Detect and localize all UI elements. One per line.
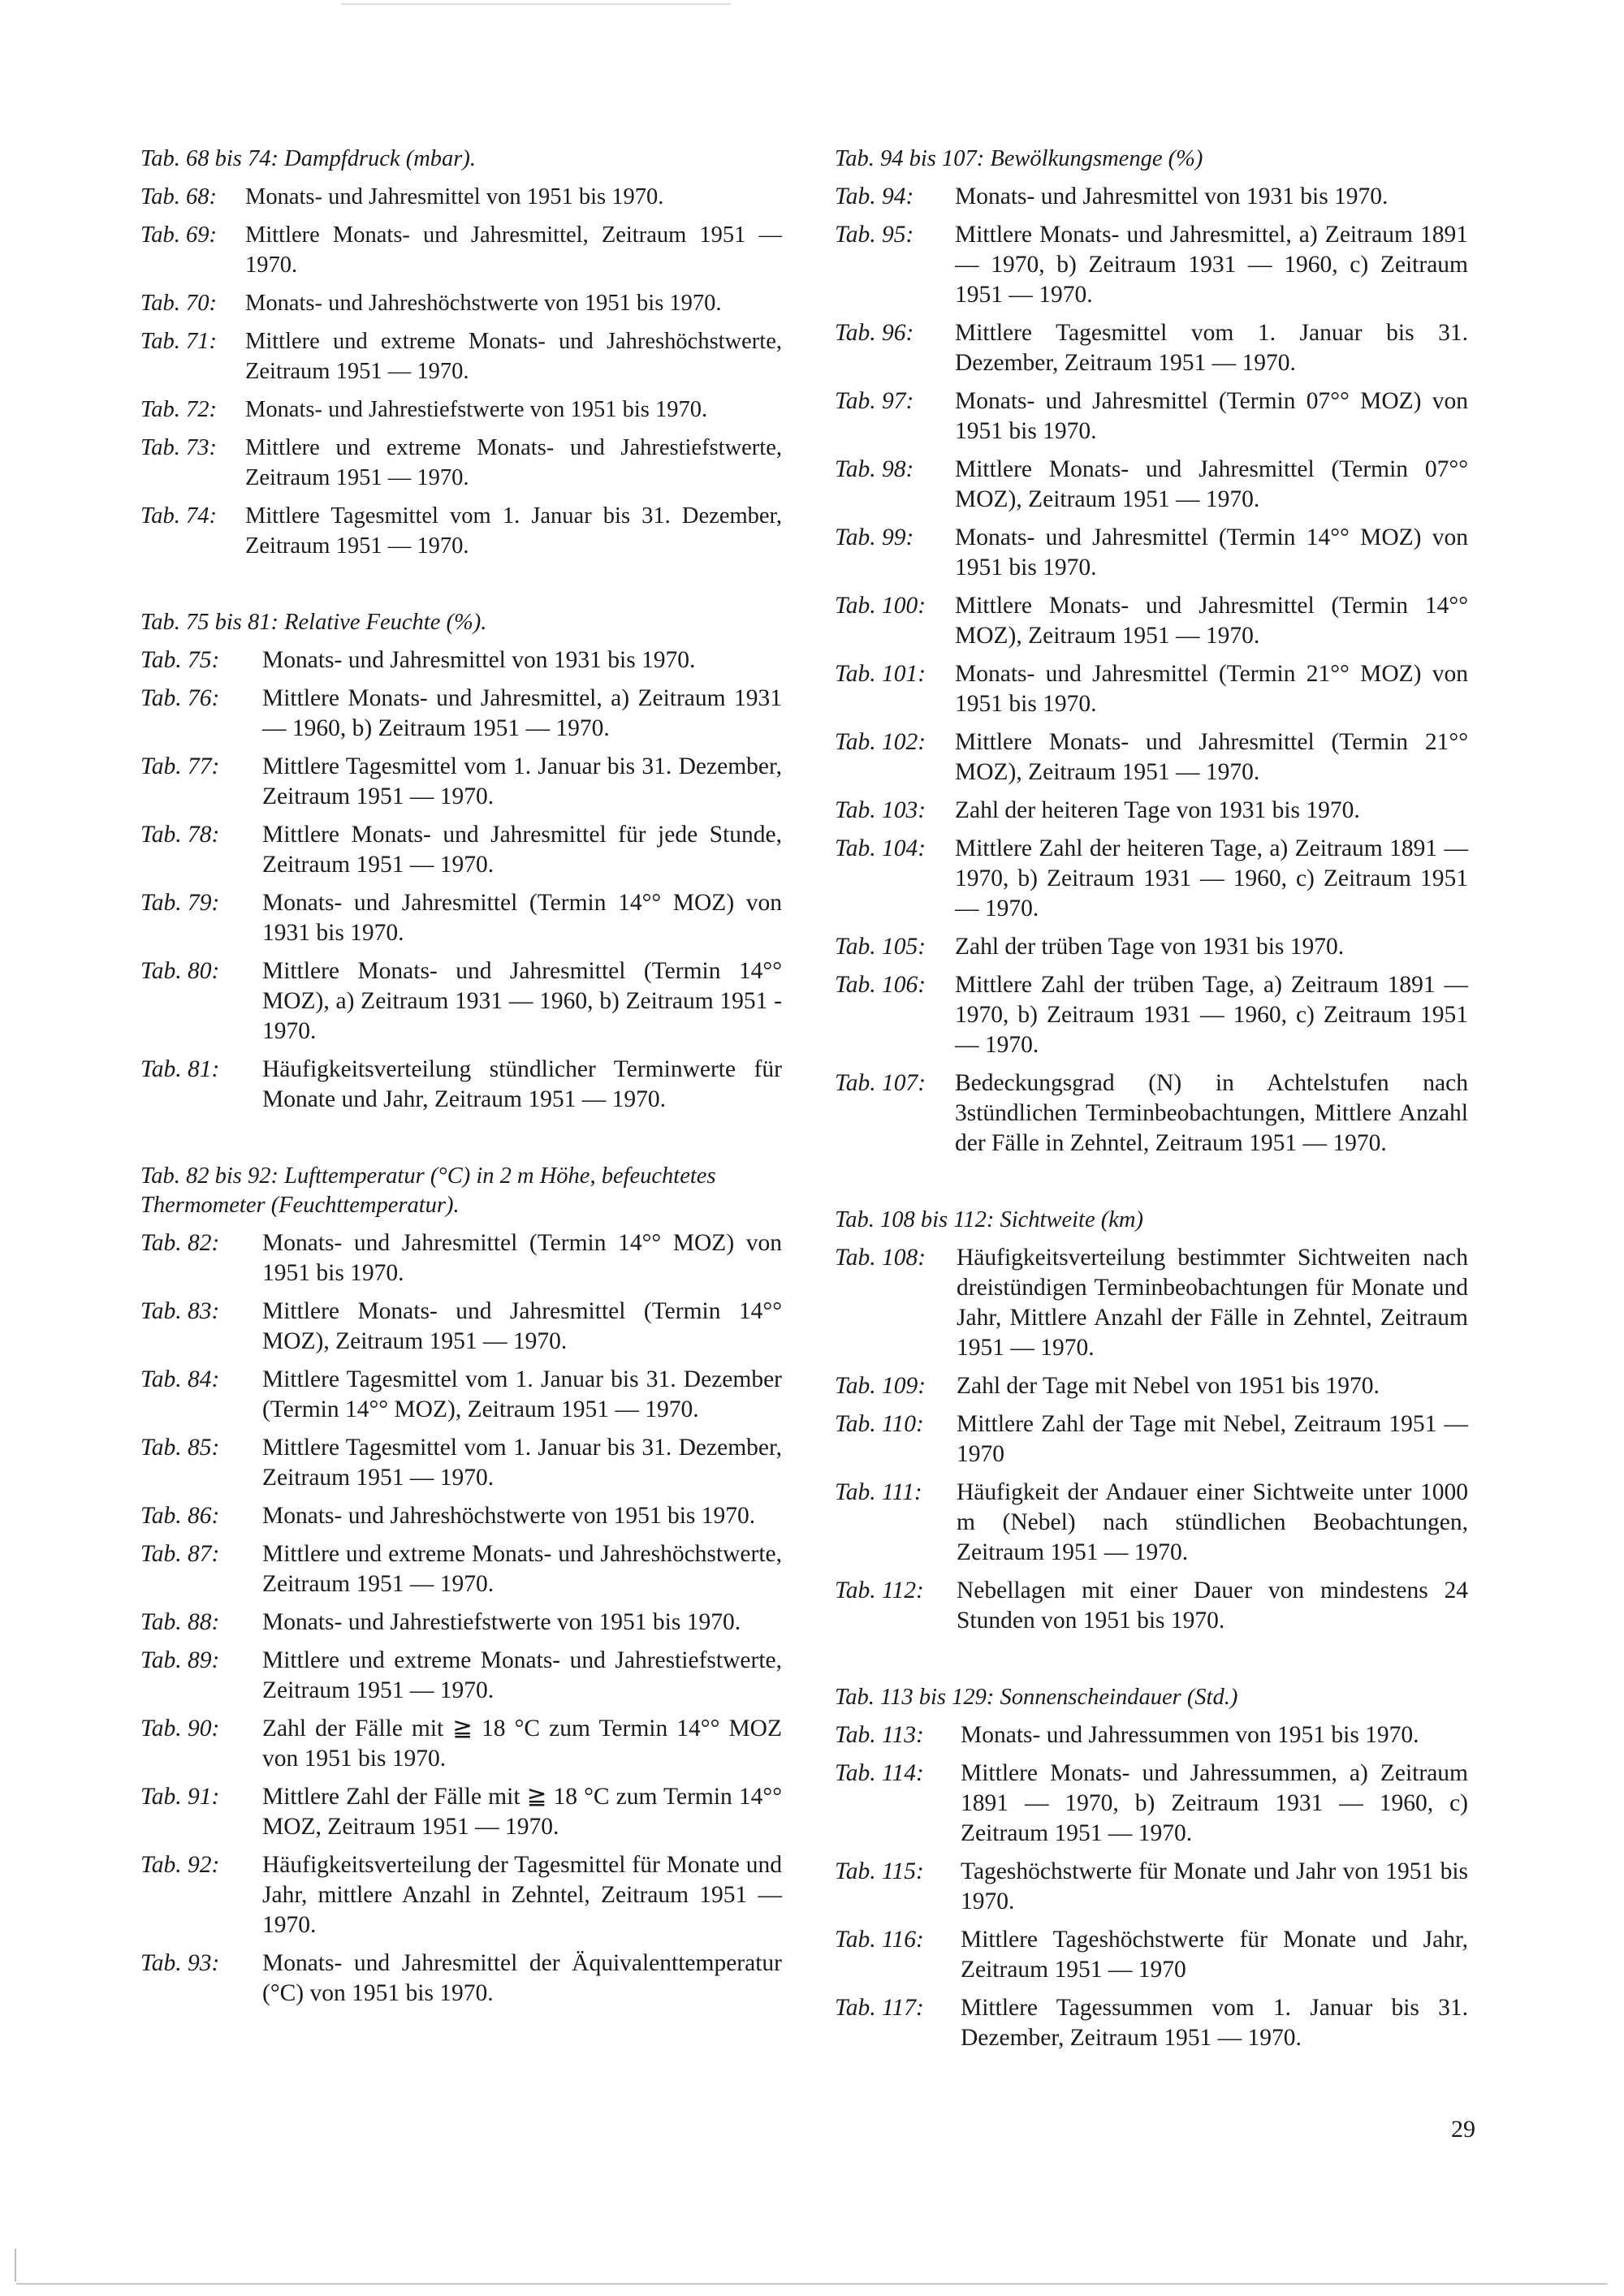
table-entry: [835, 1409, 1468, 1470]
table-ref: Tab. 87:: [140, 1541, 220, 1567]
table-ref: Tab. 73:: [140, 435, 217, 460]
table-entry: [140, 752, 782, 812]
table-ref: Tab. 96:: [835, 320, 914, 346]
table-entry: [140, 956, 782, 1047]
table-description: Monats- und Jahresmittel von 1931 bis 1970.: [955, 183, 1389, 209]
table-entry: [835, 970, 1468, 1060]
section-heading: Tab. 94 bis 107: Bewölkungsmenge (%): [835, 146, 1203, 171]
table-ref: Tab. 101:: [835, 661, 926, 687]
table-ref: Tab. 92:: [140, 1852, 220, 1878]
table-ref: Tab. 116:: [835, 1927, 924, 1953]
table-entry: [140, 1608, 782, 1638]
table-entry: [140, 220, 782, 280]
table-entry: [835, 1759, 1468, 1849]
table-entry: [835, 1478, 1468, 1568]
table-ref: Tab. 102:: [835, 729, 926, 755]
table-entry: [835, 1857, 1468, 1917]
table-entry: [140, 182, 782, 212]
table-entry: [140, 1539, 782, 1599]
table-description: Mittlere Monats- und Jahresmittel (Termin 14°° MOZ), Zeitraum 1951 — 1970.: [955, 593, 1468, 649]
table-entry: [140, 1297, 782, 1357]
table-ref: Tab. 80:: [140, 958, 220, 984]
table-ref: Tab. 117:: [835, 1995, 924, 2021]
table-ref: Tab. 69:: [140, 222, 217, 248]
scan-edge-mark: [15, 2249, 16, 2281]
table-description: Mittlere Monats- und Jahresmittel (Termin 21°° MOZ), Zeitraum 1951 — 1970.: [955, 729, 1468, 785]
table-ref: Tab. 86:: [140, 1503, 220, 1529]
section-relative-feuchte: [140, 608, 782, 1115]
table-description: Mittlere Tagesmittel vom 1. Januar bis 31. Dezember, Zeitraum 1951 — 1970.: [262, 1435, 782, 1491]
table-ref: Tab. 85:: [140, 1435, 220, 1461]
section-heading: Tab. 82 bis 92: Lufttemperatur (°C) in 2 m Höhe, befeuchtetes Thermometer (Feuchttemperatur).: [140, 1163, 716, 1218]
table-ref: Tab. 110:: [835, 1411, 924, 1437]
table-entry: [140, 888, 782, 948]
table-ref: Tab. 100:: [835, 593, 926, 619]
table-entry: [835, 796, 1468, 826]
table-ref: Tab. 83:: [140, 1298, 220, 1324]
table-ref: Tab. 88:: [140, 1609, 220, 1635]
table-ref: Tab. 111:: [835, 1479, 922, 1505]
table-description: Mittlere Tagesmittel vom 1. Januar bis 31. Dezember, Zeitraum 1951 — 1970.: [262, 753, 782, 809]
table-description: Mittlere Zahl der heiteren Tage, a) Zeitraum 1891 — 1970, b) Zeitraum 1931 — 1960, c) Zeitraum 1951 — 1970.: [955, 835, 1468, 921]
table-description: Nebellagen mit einer Dauer von mindestens 24 Stunden von 1951 bis 1970.: [957, 1577, 1468, 1634]
table-ref: Tab. 93:: [140, 1950, 220, 1976]
table-description: Mittlere Monats- und Jahresmittel (Termin 07°° MOZ), Zeitraum 1951 — 1970.: [955, 456, 1468, 512]
table-description: Mittlere Monats- und Jahressummen, a) Zeitraum 1891 — 1970, b) Zeitraum 1931 — 1960, c) Zeitraum 1951 — 1970.: [961, 1760, 1468, 1846]
table-ref: Tab. 68:: [140, 184, 217, 209]
table-entry: [835, 318, 1468, 378]
table-entry: [140, 1782, 782, 1842]
table-ref: Tab. 91:: [140, 1784, 220, 1810]
table-ref: Tab. 75:: [140, 647, 220, 673]
table-entry: [835, 182, 1468, 212]
table-description: Häufigkeitsverteilung bestimmter Sichtweiten nach dreistündigen Terminbeobachtungen für Monate und Jahr, Mittlere Anzahl der Fälle in Zehntel, Zeitraum 1951 — 1970.: [957, 1245, 1468, 1361]
table-ref: Tab. 98:: [835, 456, 914, 482]
table-entry: [835, 523, 1468, 583]
table-description: Monats- und Jahresmittel (Termin 14°° MOZ) von 1951 bis 1970.: [262, 1230, 782, 1286]
table-entry: [140, 820, 782, 880]
table-description: Mittlere Tageshöchstwerte für Monate und Jahr, Zeitraum 1951 — 1970: [961, 1927, 1468, 1983]
table-description: Mittlere Tagesmittel vom 1. Januar bis 31. Dezember (Termin 14°° MOZ), Zeitraum 1951 — 1970.: [262, 1366, 782, 1422]
table-entry: [140, 1365, 782, 1425]
table-description: Mittlere und extreme Monats- und Jahrestiefstwerte, Zeitraum 1951 — 1970.: [262, 1647, 782, 1703]
table-ref: Tab. 71:: [140, 329, 217, 354]
table-description: Mittlere und extreme Monats- und Jahreshöchstwerte, Zeitraum 1951 — 1970.: [262, 1541, 782, 1597]
section-dampfdruck: [140, 145, 782, 561]
table-description: Häufigkeitsverteilung stündlicher Terminwerte für Monate und Jahr, Zeitraum 1951 — 1970.: [262, 1056, 782, 1112]
table-entry: [140, 1714, 782, 1774]
table-entry: [835, 932, 1468, 962]
table-ref: Tab. 95:: [835, 222, 914, 248]
table-entry: [140, 645, 782, 675]
table-ref: Tab. 90:: [140, 1716, 220, 1741]
table-ref: Tab. 104:: [835, 835, 926, 861]
table-ref: Tab. 89:: [140, 1647, 220, 1673]
table-description: Zahl der Fälle mit ≧ 18 °C zum Termin 14°° MOZ von 1951 bis 1970.: [262, 1716, 782, 1772]
table-ref: Tab. 77:: [140, 753, 220, 779]
table-entry: [835, 1925, 1468, 1985]
table-ref: Tab. 105:: [835, 934, 926, 960]
table-entry: [835, 1243, 1468, 1363]
table-entry: [835, 834, 1468, 924]
section-heading: Tab. 68 bis 74: Dampfdruck (mbar).: [140, 146, 476, 171]
section-sichtweite: [835, 1206, 1468, 1636]
table-entry: [835, 1371, 1468, 1401]
table-entry: [140, 1228, 782, 1288]
table-entry: [140, 501, 782, 561]
table-entry: [140, 326, 782, 386]
table-description: Mittlere Monats- und Jahresmittel (Termin 14°° MOZ), a) Zeitraum 1931 — 1960, b) Zeitraum 1951 - 1970.: [262, 958, 782, 1044]
table-description: Häufigkeitsverteilung der Tagesmittel für Monate und Jahr, mittlere Anzahl in Zehntel, Zeitraum 1951 — 1970.: [262, 1852, 782, 1938]
table-ref: Tab. 115:: [835, 1858, 924, 1884]
table-description: Mittlere und extreme Monats- und Jahreshöchstwerte, Zeitraum 1951 — 1970.: [245, 329, 782, 384]
table-entry: [140, 1646, 782, 1706]
table-ref: Tab. 109:: [835, 1373, 926, 1399]
table-description: Monats- und Jahresmittel (Termin 14°° MOZ) von 1931 bis 1970.: [262, 890, 782, 946]
scan-edge-top: [341, 3, 731, 5]
table-ref: Tab. 107:: [835, 1070, 926, 1096]
table-description: Monats- und Jahresmittel von 1951 bis 1970.: [245, 184, 664, 209]
table-ref: Tab. 76:: [140, 685, 220, 711]
table-description: Zahl der trüben Tage von 1931 bis 1970.: [955, 934, 1345, 960]
table-ref: Tab. 108:: [835, 1245, 926, 1271]
table-description: Mittlere Monats- und Jahresmittel, a) Zeitraum 1931 — 1960, b) Zeitraum 1951 — 1970.: [262, 685, 782, 741]
table-entry: [140, 288, 782, 318]
section-heading: Tab. 113 bis 129: Sonnenscheindauer (Std.): [835, 1685, 1238, 1710]
section-sonnenscheindauer: [835, 1683, 1468, 2053]
table-description: Monats- und Jahresmittel (Termin 14°° MOZ) von 1951 bis 1970.: [955, 524, 1468, 580]
table-ref: Tab. 81:: [140, 1056, 220, 1082]
table-ref: Tab. 113:: [835, 1722, 924, 1748]
table-ref: Tab. 74:: [140, 503, 217, 529]
table-entry: [835, 455, 1468, 515]
section-heading: Tab. 75 bis 81: Relative Feuchte (%).: [140, 610, 487, 635]
table-description: Monats- und Jahreshöchstwerte von 1951 bis 1970.: [245, 291, 722, 316]
page-number: 29: [1451, 2116, 1475, 2143]
table-description: Monats- und Jahresmittel (Termin 21°° MOZ) von 1951 bis 1970.: [955, 661, 1468, 717]
table-description: Häufigkeit der Andauer einer Sichtweite unter 1000 m (Nebel) nach stündlichen Beobachtungen, Zeitraum 1951 — 1970.: [957, 1479, 1468, 1565]
table-ref: Tab. 97:: [835, 388, 914, 414]
table-ref: Tab. 114:: [835, 1760, 924, 1786]
table-ref: Tab. 82:: [140, 1230, 220, 1256]
table-entry: [140, 684, 782, 744]
table-ref: Tab. 99:: [835, 524, 914, 550]
table-entry: [140, 1055, 782, 1115]
table-description: Mittlere Zahl der Fälle mit ≧ 18 °C zum Termin 14°° MOZ, Zeitraum 1951 — 1970.: [262, 1784, 782, 1840]
table-description: Monats- und Jahresmittel (Termin 07°° MOZ) von 1951 bis 1970.: [955, 388, 1468, 444]
table-description: Zahl der heiteren Tage von 1931 bis 1970.: [955, 797, 1360, 823]
table-description: Tageshöchstwerte für Monate und Jahr von 1951 bis 1970.: [961, 1858, 1468, 1914]
table-entry: [140, 1850, 782, 1940]
section-heading: Tab. 108 bis 112: Sichtweite (km): [835, 1207, 1143, 1232]
table-entry: [835, 659, 1468, 719]
table-entry: [140, 433, 782, 493]
table-entry: [140, 1949, 782, 2009]
table-ref: Tab. 79:: [140, 890, 220, 916]
column-right: [835, 145, 1468, 2100]
table-description: Mittlere Monats- und Jahresmittel (Termin 14°° MOZ), Zeitraum 1951 — 1970.: [262, 1298, 782, 1354]
table-ref: Tab. 94:: [835, 183, 914, 209]
table-entry: [835, 727, 1468, 788]
table-entry: [835, 386, 1468, 447]
table-description: Mittlere Monats- und Jahresmittel für jede Stunde, Zeitraum 1951 — 1970.: [262, 822, 782, 878]
section-bewoelkungsmenge: [835, 145, 1468, 1159]
table-entry: [835, 1720, 1468, 1750]
table-description: Mittlere und extreme Monats- und Jahrestiefstwerte, Zeitraum 1951 — 1970.: [245, 435, 782, 490]
table-ref: Tab. 70:: [140, 291, 217, 316]
table-entry: [835, 220, 1468, 310]
table-entry: [835, 591, 1468, 651]
table-ref: Tab. 84:: [140, 1366, 220, 1392]
table-description: Monats- und Jahrestiefstwerte von 1951 bis 1970.: [262, 1609, 741, 1635]
table-description: Mittlere Tagesmittel vom 1. Januar bis 31. Dezember, Zeitraum 1951 — 1970.: [245, 503, 782, 559]
table-description: Mittlere Tagesmittel vom 1. Januar bis 31. Dezember, Zeitraum 1951 — 1970.: [955, 320, 1468, 376]
table-description: Monats- und Jahreshöchstwerte von 1951 bis 1970.: [262, 1503, 756, 1529]
table-description: Mittlere Monats- und Jahresmittel, a) Zeitraum 1891 — 1970, b) Zeitraum 1931 — 1960, c) Zeitraum 1951 — 1970.: [955, 222, 1468, 308]
table-description: Monats- und Jahressummen von 1951 bis 1970.: [961, 1722, 1419, 1748]
column-left: [140, 145, 782, 2056]
table-ref: Tab. 72:: [140, 397, 217, 422]
table-description: Mittlere Tagessummen vom 1. Januar bis 31. Dezember, Zeitraum 1951 — 1970.: [961, 1995, 1468, 2051]
table-ref: Tab. 112:: [835, 1577, 924, 1603]
table-entry: [835, 1993, 1468, 2053]
table-description: Monats- und Jahresmittel von 1931 bis 1970.: [262, 647, 696, 673]
table-ref: Tab. 103:: [835, 797, 926, 823]
table-entry: [140, 1433, 782, 1493]
table-entry: [835, 1576, 1468, 1636]
table-entry: [140, 1501, 782, 1531]
section-feuchttemperatur: [140, 1162, 782, 2009]
table-ref: Tab. 78:: [140, 822, 220, 848]
table-description: Zahl der Tage mit Nebel von 1951 bis 1970.: [957, 1373, 1380, 1399]
table-description: Monats- und Jahresmittel der Äquivalenttemperatur (°C) von 1951 bis 1970.: [262, 1950, 782, 2006]
table-description: Mittlere Monats- und Jahresmittel, Zeitraum 1951 — 1970.: [245, 222, 782, 278]
table-description: Bedeckungsgrad (N) in Achtelstufen nach 3stündlichen Terminbeobachtungen, Mittlere Anzahl der Fälle in Zehntel, Zeitraum 1951 — 1970.: [955, 1070, 1468, 1156]
table-description: Monats- und Jahrestiefstwerte von 1951 bis 1970.: [245, 397, 708, 422]
table-entry: [140, 395, 782, 425]
table-ref: Tab. 106:: [835, 972, 926, 998]
table-entry: [835, 1068, 1468, 1159]
scan-edge-bottom: [16, 2283, 1608, 2285]
table-description: Mittlere Zahl der trüben Tage, a) Zeitraum 1891 — 1970, b) Zeitraum 1931 — 1960, c) Zeitraum 1951 — 1970.: [955, 972, 1468, 1058]
table-description: Mittlere Zahl der Tage mit Nebel, Zeitraum 1951 — 1970: [957, 1411, 1468, 1467]
